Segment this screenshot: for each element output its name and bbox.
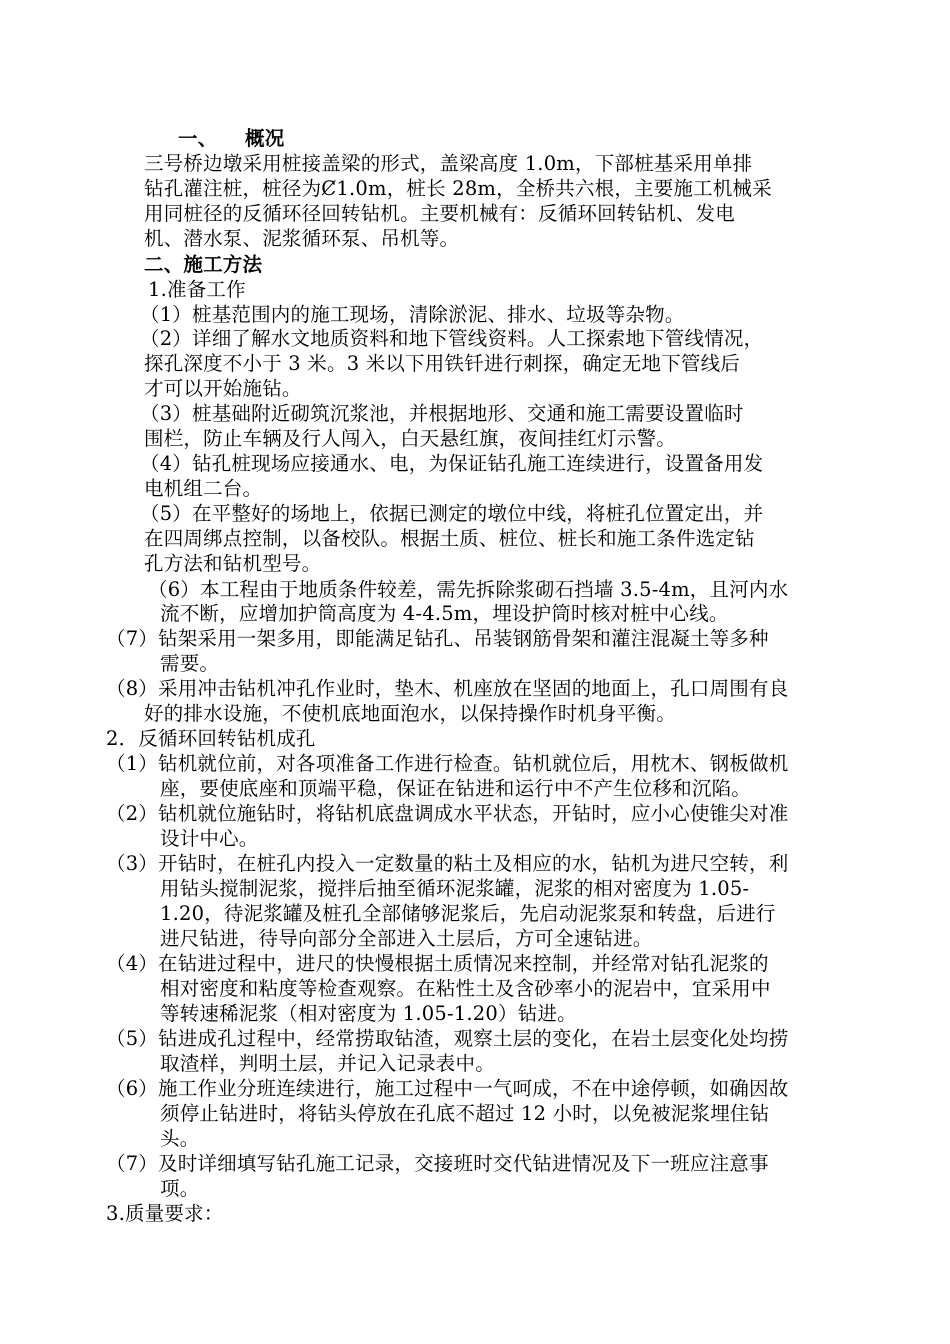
list-item-line: 电机组二台。: [144, 477, 263, 500]
list-item-line: 流不断，应增加护筒高度为 4-4.5m，埋设护筒时核对桩中心线。: [160, 602, 729, 625]
section-heading-number: 一、: [178, 127, 218, 150]
list-item-line: （7）及时详细填写钻孔施工记录，交接班时交代钻进情况及下一班应注意事: [106, 1152, 769, 1175]
list-item-line: 座，要使底座和顶端平稳，保证在钻进和运行中不产生位移和沉陷。: [160, 777, 752, 800]
list-item-line: 设计中心。: [160, 827, 259, 850]
list-item-line: （4）钻孔桩现场应接通水、电，为保证钻孔施工连续进行，设置备用发: [140, 452, 764, 475]
list-item-line: 需要。: [160, 652, 220, 675]
list-item-line: （3）开钻时，在桩孔内投入一定数量的粘土及相应的水，钻机为进尺空转，利: [106, 852, 789, 875]
list-item-line: 项。: [160, 1177, 200, 1200]
list-item-line: 1.20，待泥浆罐及桩孔全部储够泥浆后，先启动泥浆泵和转盘，后进行: [160, 902, 776, 925]
list-item-line: （5）钻进成孔过程中，经常捞取钻渣，观察土层的变化，在岩土层变化处均捞: [106, 1027, 789, 1050]
list-item-line: （6）施工作业分班连续进行，施工过程中一气呵成，不在中途停顿，如确因故: [106, 1077, 789, 1100]
subsection-title-quality: 3.质量要求：: [106, 1202, 224, 1225]
text-line: 钻孔灌注桩，桩径为Ȼ1.0m，桩长 28m，全桥共六根，主要施工机械采: [144, 177, 772, 200]
list-item-line: （3）桩基础附近砌筑沉浆池，并根据地形、交通和施工需要设置临时: [140, 402, 744, 425]
text-line: 三号桥边墩采用桩接盖梁的形式，盖梁高度 1.0m，下部桩基采用单排: [144, 152, 753, 175]
list-item-line: （7）钻架采用一架多用，即能满足钻孔、吊装钢筋骨架和灌注混凝土等多种: [106, 627, 769, 650]
list-item-line: 才可以开始施钻。: [144, 377, 302, 400]
subsection-title-prep: 1.准备工作: [148, 278, 246, 301]
list-item-line: 头。: [160, 1127, 200, 1150]
list-item-line: 须停止钻进时，将钻头停放在孔底不超过 12 小时，以免被泥浆埋住钻: [160, 1102, 770, 1125]
list-item-line: 取渣样，判明土层，并记入记录表中。: [160, 1052, 495, 1075]
list-item-line: 围栏，防止车辆及行人闯入，白天悬红旗，夜间挂红灯示警。: [144, 427, 676, 450]
list-item-line: （2）详细了解水文地质资料和地下管线资料。人工探索地下管线情况，: [140, 327, 764, 350]
list-item-line: 进尺钻进，待导向部分全部进入土层后，方可全速钻进。: [160, 927, 653, 950]
list-item-line: 孔方法和钻机型号。: [144, 552, 322, 575]
list-item-line: 相对密度和粘度等检查观察。在粘性土及含砂率小的泥岩中，宜采用中: [160, 977, 771, 1000]
list-item-line: 用钻头搅制泥浆，搅拌后抽至循环泥浆罐，泥浆的相对密度为 1.05-: [160, 877, 750, 900]
list-item-line: （2）钻机就位施钻时，将钻机底盘调成水平状态，开钻时，应小心使锥尖对准: [106, 802, 789, 825]
section-heading-method: 二、施工方法: [144, 253, 263, 276]
list-item-line: （5）在平整好的场地上，依据已测定的墩位中线，将桩孔位置定出，并: [140, 502, 764, 525]
list-item-line: 好的排水设施，不使机底地面泡水，以保持操作时机身平衡。: [144, 702, 676, 725]
text-line: 机、潜水泵、泥浆循环泵、吊机等。: [144, 227, 460, 250]
list-item-line: 在四周绑点控制，以备校队。根据土质、桩位、桩长和施工条件选定钻: [144, 527, 755, 550]
list-item-line: （4）在钻进过程中，进尺的快慢根据土质情况来控制，并经常对钻孔泥浆的: [106, 952, 769, 975]
subsection-title-drill: 2．反循环回转钻机成孔: [106, 727, 316, 750]
list-item-line: 等转速稀泥浆（相对密度为 1.05-1.20）钻进。: [160, 1002, 577, 1025]
section-heading-overview: 概况: [245, 127, 285, 150]
list-item-line: （6）本工程由于地质条件较差，需先拆除浆砌石挡墙 3.5-4m，且河内水: [148, 578, 789, 601]
text-line: 用同桩径的反循环径回转钻机。主要机械有：反循环回转钻机、发电: [144, 202, 736, 225]
list-item-line: 探孔深度不小于 3 米。3 米以下用铁钎进行刺探，确定无地下管线后: [144, 352, 741, 375]
list-item-line: （1）桩基范围内的施工现场，清除淤泥、排水、垃圾等杂物。: [140, 303, 685, 326]
list-item-line: （8）采用冲击钻机冲孔作业时，垫木、机座放在坚固的地面上，孔口周围有良: [106, 677, 789, 700]
list-item-line: （1）钻机就位前，对各项准备工作进行检查。钻机就位后，用枕木、钢板做机: [106, 752, 789, 775]
